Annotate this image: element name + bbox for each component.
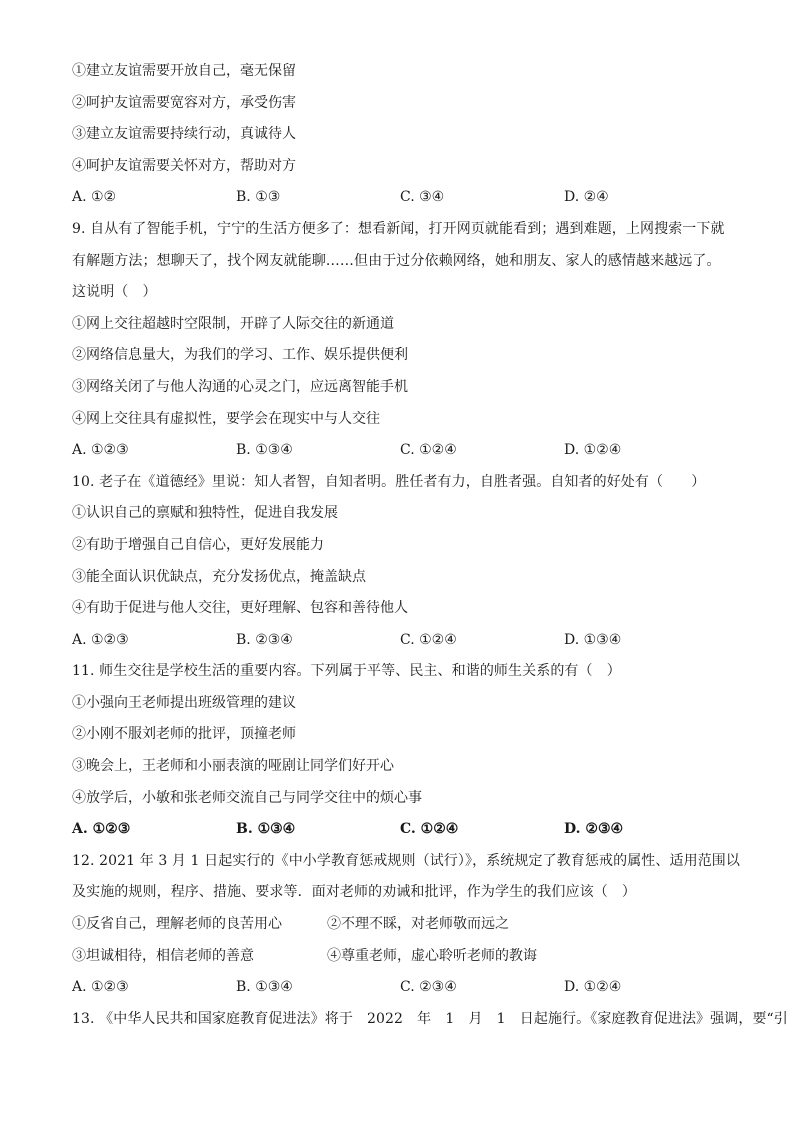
q12-option-a[interactable]: A. ①②③ [72,979,129,996]
q9-option-a[interactable]: A. ①②③ [72,442,129,459]
q9-option-c[interactable]: C. ①②④ [400,442,457,459]
q12-stem-line-1: 12. 2021 年 3 月 1 日起实行的《中小学教育惩戒规则（试行）》，系统规定了教育惩戒的属性、适用范围以 [72,852,741,869]
q10-option-a[interactable]: A. ①②③ [72,631,129,648]
q11-option-a[interactable]: A. ①②③ [72,821,131,838]
q10-stem: 10. 老子在《道德经》里说：知人者智，自知者明。胜任者有力，自胜者强。自知者的好处有（ ） [72,473,706,490]
question-10 [72,473,727,649]
q8-item-3: ③建立友谊需要持续行动，真诚待人 [72,126,296,143]
q10-option-d[interactable]: D. ①③④ [564,631,622,648]
q9-item-4: ④网上交往具有虚拟性，要学会在现实中与人交往 [72,410,380,427]
question-8 [72,62,727,206]
question-12 [72,852,741,996]
q12-option-d[interactable]: D. ①②④ [564,979,622,996]
q9-item-1: ①网上交往超越时空限制，开辟了人际交往的新通道 [72,315,394,332]
q11-item-2: ②小刚不服刘老师的批评，顶撞老师 [72,726,296,743]
q11-item-3: ③晚会上，王老师和小丽表演的哑剧让同学们好开心 [72,758,394,775]
q10-option-c[interactable]: C. ①②④ [400,631,457,648]
q12-option-b[interactable]: B. ①③④ [236,979,293,996]
q10-item-3: ③能全面认识优缺点，充分发扬优点，掩盖缺点 [72,568,366,585]
q9-options [72,441,727,459]
q8-item-2: ②呵护友谊需要宽容对方，承受伤害 [72,94,296,111]
q12-stem-line-2: 及实施的规则，程序、措施、要求等．面对老师的劝诫和批评，作为学生的我们应该（ ） [72,884,636,901]
q9-stem-line-2: 有解题方法；想聊天了，找个网友就能聊……但由于过分依赖网络，她和朋友、家人的感情越来越远了。 [72,252,721,269]
q11-option-d[interactable]: D. ②③④ [564,821,624,838]
q12-item-3: ③坦诚相待，相信老师的善意 [72,947,254,964]
q12-items-row-1 [72,915,727,933]
question-13 [72,1010,788,1028]
q10-options [72,631,727,649]
q12-options [72,978,727,996]
q10-option-b[interactable]: B. ②③④ [236,631,293,648]
q9-stem-line-1: 9. 自从有了智能手机，宁宁的生活方便多了：想看新闻，打开网页就能看到；遇到难题，上网搜索一下就 [72,220,725,237]
q9-option-d[interactable]: D. ①②④ [564,442,622,459]
question-11 [72,662,727,838]
q8-option-d[interactable]: D. ②④ [564,189,609,206]
q8-option-b[interactable]: B. ①③ [236,189,281,206]
q8-option-a[interactable]: A. ①② [72,189,117,206]
q13-stem-line-1: 13. 《中华人民共和国家庭教育促进法》将于 2022 年 1 月 1 日起施行。《家庭教育促进法》强调，要“引 [72,1010,788,1027]
q8-item-4: ④呵护友谊需要关怀对方，帮助对方 [72,157,296,174]
q12-item-4: ④尊重老师，虚心聆听老师的教诲 [327,947,537,964]
exam-page [72,62,788,1041]
q11-option-c[interactable]: C. ①②④ [400,821,459,838]
q12-item-1: ①反省自己，理解老师的良苦用心 [72,916,282,933]
q10-item-2: ②有助于增强自己自信心，更好发展能力 [72,536,324,553]
q11-item-4: ④放学后，小敏和张老师交流自己与同学交往中的烦心事 [72,789,422,806]
q10-item-4: ④有助于促进与他人交往，更好理解、包容和善待他人 [72,600,408,617]
q9-option-b[interactable]: B. ①③④ [236,442,293,459]
q10-item-1: ①认识自己的禀赋和独特性，促进自我发展 [72,505,338,522]
q11-options [72,820,727,838]
q8-item-1: ①建立友谊需要开放自己，毫无保留 [72,63,296,79]
q11-item-1: ①小强向王老师提出班级管理的建议 [72,694,296,711]
q12-items-row-2 [72,947,727,965]
question-9 [72,220,727,459]
q11-stem: 11. 师生交往是学校生活的重要内容。下列属于平等、民主、和谐的师生关系的有（ ） [72,663,621,680]
q8-option-c[interactable]: C. ③④ [400,189,445,206]
q8-options [72,188,727,206]
q9-item-3: ③网络关闭了与他人沟通的心灵之门，应远离智能手机 [72,378,408,395]
q11-option-b[interactable]: B. ①③④ [236,821,296,838]
q9-stem-line-3: 这说明（ ） [72,284,157,301]
q12-option-c[interactable]: C. ②③④ [400,979,457,996]
q12-item-2: ②不理不睬，对老师敬而远之 [327,916,509,933]
q9-item-2: ②网络信息量大，为我们的学习、工作、娱乐提供便利 [72,347,408,364]
